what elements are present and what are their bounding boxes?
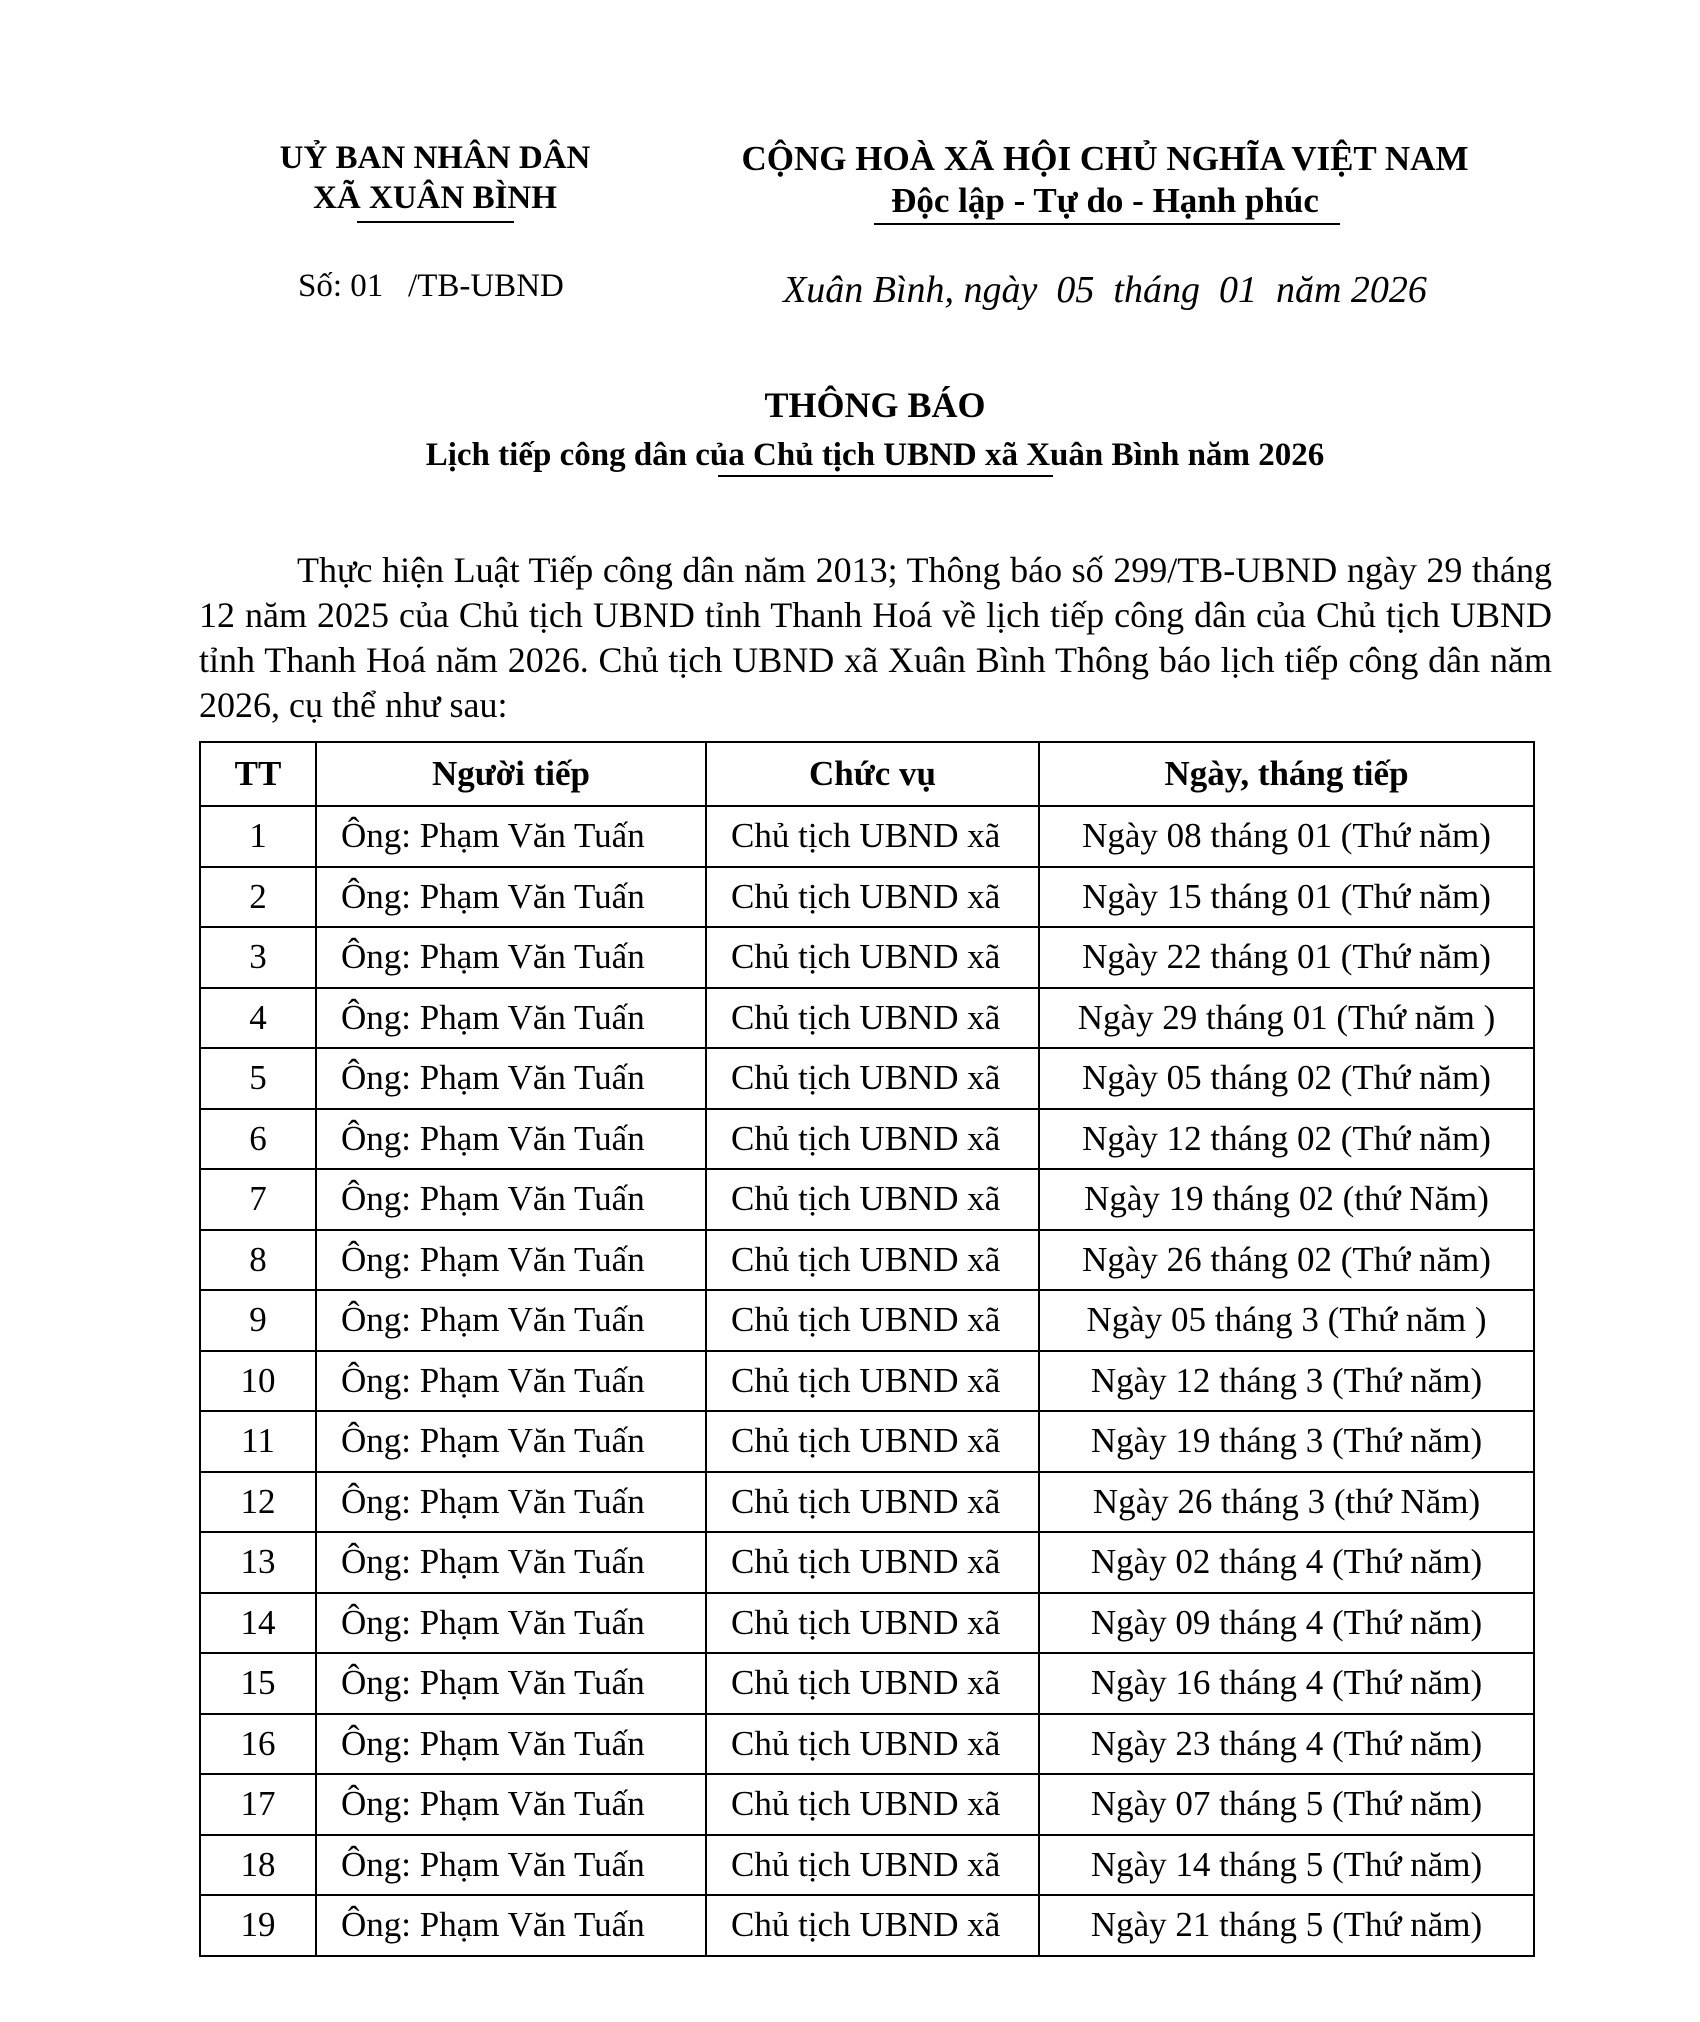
table-row [200,1895,1534,1956]
title-subtitle: Lịch tiếp công dân của Chủ tịch UBND xã Xuân Bình năm 2026 [425,437,1325,473]
table-row [200,1109,1534,1170]
table-row [200,867,1534,928]
receiver-name: Ông: Phạm Văn Tuấn [316,988,706,1049]
receiver-name: Ông: Phạm Văn Tuấn [316,1472,706,1533]
table-header-row [200,742,1534,806]
reception-date: Ngày 15 tháng 01 (Thứ năm) [1039,867,1534,928]
row-number: 15 [200,1653,316,1714]
table-row [200,1230,1534,1291]
position: Chủ tịch UBND xã [706,1532,1039,1593]
row-number: 3 [200,927,316,988]
position: Chủ tịch UBND xã [706,1048,1039,1109]
column-header-date: Ngày, tháng tiếp [1039,742,1534,806]
table-row [200,1290,1534,1351]
receiver-name: Ông: Phạm Văn Tuấn [316,927,706,988]
receiver-name: Ông: Phạm Văn Tuấn [316,1290,706,1351]
row-number: 5 [200,1048,316,1109]
position: Chủ tịch UBND xã [706,806,1039,867]
motto-underline [874,223,1340,225]
table-row [200,806,1534,867]
position: Chủ tịch UBND xã [706,1593,1039,1654]
reception-date: Ngày 07 tháng 5 (Thứ năm) [1039,1774,1534,1835]
column-header-position: Chức vụ [706,742,1039,806]
reception-date: Ngày 08 tháng 01 (Thứ năm) [1039,806,1534,867]
position: Chủ tịch UBND xã [706,1895,1039,1956]
reception-date: Ngày 05 tháng 02 (Thứ năm) [1039,1048,1534,1109]
issuing-organization [250,138,620,218]
row-number: 7 [200,1169,316,1230]
table-row [200,1048,1534,1109]
position: Chủ tịch UBND xã [706,927,1039,988]
row-number: 4 [200,988,316,1049]
receiver-name: Ông: Phạm Văn Tuấn [316,1714,706,1775]
row-number: 1 [200,806,316,867]
position: Chủ tịch UBND xã [706,1290,1039,1351]
table-row [200,1774,1534,1835]
org-name-line1: UỶ BAN NHÂN DÂN [279,140,591,176]
row-number: 6 [200,1109,316,1170]
reception-date: Ngày 26 tháng 02 (Thứ năm) [1039,1230,1534,1291]
reception-date: Ngày 14 tháng 5 (Thứ năm) [1039,1835,1534,1896]
receiver-name: Ông: Phạm Văn Tuấn [316,867,706,928]
document-title [150,380,1600,480]
table-row [200,1169,1534,1230]
date-line: Xuân Bình, ngày 05 tháng 01 năm 2026 [783,269,1427,311]
reception-date: Ngày 02 tháng 4 (Thứ năm) [1039,1532,1534,1593]
row-number: 8 [200,1230,316,1291]
position: Chủ tịch UBND xã [706,1169,1039,1230]
table-row [200,1593,1534,1654]
receiver-name: Ông: Phạm Văn Tuấn [316,1774,706,1835]
reception-date: Ngày 26 tháng 3 (thứ Năm) [1039,1472,1534,1533]
position: Chủ tịch UBND xã [706,1835,1039,1896]
row-number: 10 [200,1351,316,1412]
row-number: 11 [200,1411,316,1472]
receiver-name: Ông: Phạm Văn Tuấn [316,1169,706,1230]
receiver-name: Ông: Phạm Văn Tuấn [316,806,706,867]
position: Chủ tịch UBND xã [706,1653,1039,1714]
position: Chủ tịch UBND xã [706,1109,1039,1170]
table-row [200,1532,1534,1593]
receiver-name: Ông: Phạm Văn Tuấn [316,1230,706,1291]
table-row [200,1472,1534,1533]
row-number: 14 [200,1593,316,1654]
row-number: 17 [200,1774,316,1835]
title-main: THÔNG BÁO [764,385,986,425]
org-name-line2: XÃ XUÂN BÌNH [313,180,557,216]
row-number: 13 [200,1532,316,1593]
receiver-name: Ông: Phạm Văn Tuấn [316,1835,706,1896]
row-number: 2 [200,867,316,928]
receiver-name: Ông: Phạm Văn Tuấn [316,1048,706,1109]
table-row [200,1653,1534,1714]
document-number: Số: 01 /TB-UBND [298,268,564,304]
reception-date: Ngày 05 tháng 3 (Thứ năm ) [1039,1290,1534,1351]
position: Chủ tịch UBND xã [706,1774,1039,1835]
position: Chủ tịch UBND xã [706,1714,1039,1775]
national-motto [700,138,1510,222]
table-row [200,1835,1534,1896]
reception-date: Ngày 29 tháng 01 (Thứ năm ) [1039,988,1534,1049]
reception-date: Ngày 22 tháng 01 (Thứ năm) [1039,927,1534,988]
position: Chủ tịch UBND xã [706,1351,1039,1412]
receiver-name: Ông: Phạm Văn Tuấn [316,1411,706,1472]
column-header-receiver: Người tiếp [316,742,706,806]
receiver-name: Ông: Phạm Văn Tuấn [316,1532,706,1593]
row-number: 18 [200,1835,316,1896]
receiver-name: Ông: Phạm Văn Tuấn [316,1653,706,1714]
reception-date: Ngày 19 tháng 02 (thứ Năm) [1039,1169,1534,1230]
column-header-tt: TT [200,742,316,806]
table-row [200,927,1534,988]
row-number: 19 [200,1895,316,1956]
table-row [200,1351,1534,1412]
table-body [200,806,1534,1956]
position: Chủ tịch UBND xã [706,1411,1039,1472]
reception-date: Ngày 23 tháng 4 (Thứ năm) [1039,1714,1534,1775]
reception-schedule-table [199,741,1535,1957]
intro-paragraph: Thực hiện Luật Tiếp công dân năm 2013; Thông báo số 299/TB-UBND ngày 29 tháng 12 năm 2025 của Chủ tịch UBND tỉnh Thanh Hoá về lịch tiếp công dân của Chủ tịch UBND tỉnh Thanh Hoá năm 2026. Chủ tịch UBND xã Xuân Bình Thông báo lịch tiếp công dân năm 2026, cụ thể như sau: [199,550,1552,725]
reception-date: Ngày 09 tháng 4 (Thứ năm) [1039,1593,1534,1654]
title-underline [718,475,1053,477]
nation-name: CỘNG HOÀ XÃ HỘI CHỦ NGHĨA VIỆT NAM [741,139,1469,178]
reception-date: Ngày 21 tháng 5 (Thứ năm) [1039,1895,1534,1956]
receiver-name: Ông: Phạm Văn Tuấn [316,1351,706,1412]
reception-date: Ngày 12 tháng 02 (Thứ năm) [1039,1109,1534,1170]
motto: Độc lập - Tự do - Hạnh phúc [891,181,1319,220]
row-number: 16 [200,1714,316,1775]
receiver-name: Ông: Phạm Văn Tuấn [316,1593,706,1654]
row-number: 12 [200,1472,316,1533]
table-row [200,1411,1534,1472]
position: Chủ tịch UBND xã [706,1472,1039,1533]
reception-date: Ngày 19 tháng 3 (Thứ năm) [1039,1411,1534,1472]
receiver-name: Ông: Phạm Văn Tuấn [316,1895,706,1956]
table-row [200,988,1534,1049]
position: Chủ tịch UBND xã [706,867,1039,928]
reception-date: Ngày 16 tháng 4 (Thứ năm) [1039,1653,1534,1714]
org-underline [357,221,514,223]
position: Chủ tịch UBND xã [706,988,1039,1049]
position: Chủ tịch UBND xã [706,1230,1039,1291]
row-number: 9 [200,1290,316,1351]
receiver-name: Ông: Phạm Văn Tuấn [316,1109,706,1170]
table-row [200,1714,1534,1775]
reception-date: Ngày 12 tháng 3 (Thứ năm) [1039,1351,1534,1412]
